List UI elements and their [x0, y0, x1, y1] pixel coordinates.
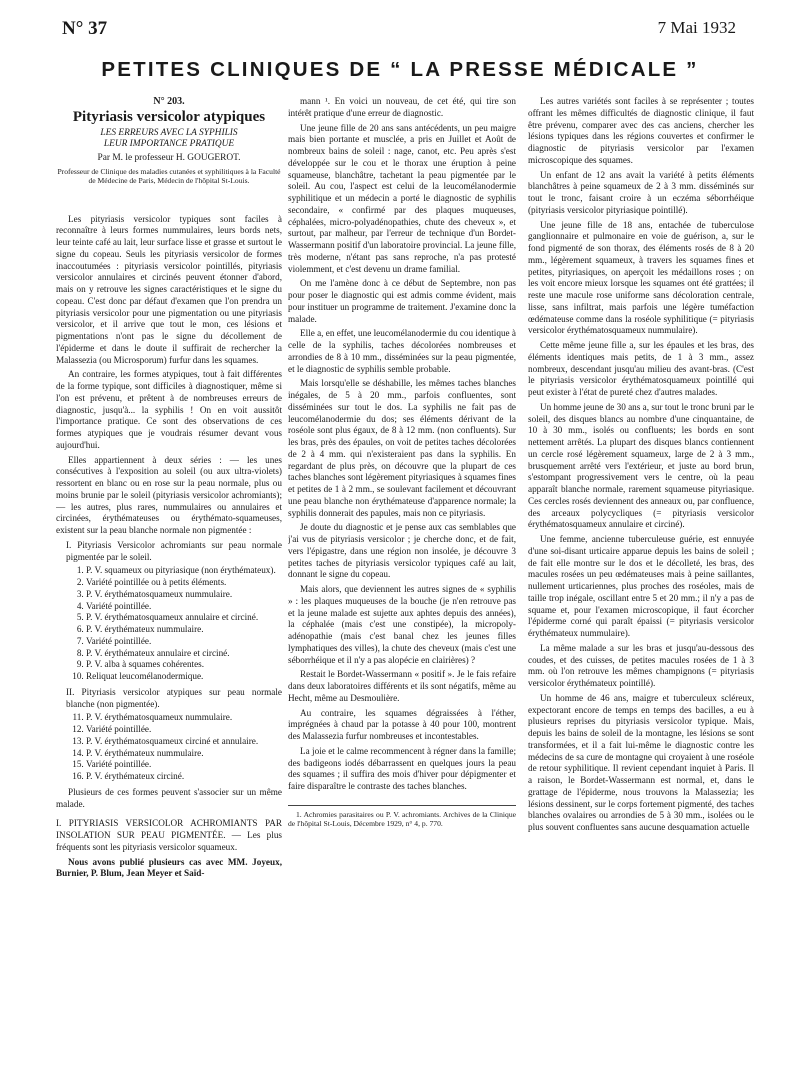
article-title: Pityriasis versicolor atypiques: [72, 108, 266, 125]
body-paragraph: Un enfant de 12 ans avait la variété à petits éléments blanchâtres à peine squameux de 2 à 3 mm. disséminés sur tout le tronc, faisant croire à un eczéma séborrhéique (pityriasis versicolor pityriasique pointillé).: [528, 169, 754, 215]
article-number: N° 203.: [153, 96, 185, 107]
col1-after-list: Plusieurs de ces formes peuvent s'associer sur un même malade.: [56, 786, 282, 809]
group-2-title: II. Pityriasis versicolor atypiques sur peau normale blanche (non pigmentée).: [66, 686, 282, 709]
body-paragraph: Mais lorsqu'elle se déshabille, les mêmes taches blanches inégales, de 5 à 20 mm., parfois confluentes, sont disséminées sur tout le dos. La syphilis ne fait pas de leucomélanodermie du dos; ses éléments dérivant de la roséole sont plus égaux, de 8 à 12 mm. (non confluents). Sur les bras, près des épaules, on voit de petites taches décolorées de 2 à 4 mm. qui n'existeraient pas dans la syphilis. En regardant de plus près, on découvre que la plupart de ces taches blanches sont légèrement pityriasiques à squames fines et petites de 1 à 2 mm., se soulevant facilement et découvrant une peau blanche non érythémateuse d'apparence normale; la syphilis donnerait des papules, mais non ce pityriasis.: [288, 378, 516, 518]
body-paragraph: La même malade a sur les bras et jusqu'au-dessous des coudes, et des cuisses, de petites macules rosées de 1 à 3 mm. où l'on retrouve les mêmes champignons (= pityriasis versicolor érythémateux pointillé).: [528, 642, 754, 688]
body-paragraph: Restait le Bordet-Wassermann « positif ». Je le fais refaire dans deux laboratoires différents et ils sont négatifs, même au Hecht, même au Desmoulière.: [288, 669, 516, 703]
body-paragraph: Les autres variétés sont faciles à se représenter ; toutes offrant les mêmes difficultés de diagnostic clinique, il faut être prévenu, comparer avec des cas anciens, chercher les lésions typiques dans les régions couvertes et confirmer le diagnostic de pityriasis versicolor par l'examen microscopique des squames.: [528, 96, 754, 165]
classification-item: 15. Variété pointillée.: [86, 759, 282, 771]
footnotes: [288, 805, 516, 829]
body-paragraph: mann ¹. En voici un nouveau, de cet été, qui tire son intérêt pratique d'une erreur de diagnostic.: [288, 96, 516, 118]
column-2: [288, 96, 516, 1071]
classification-item: 8. P. V. érythémateux annulaire et circiné.: [86, 648, 282, 660]
col1-last-paragraph: Nous avons publié plusieurs cas avec MM. Joyeux, Burnier, P. Blum, Jean Meyer et Saïd-: [56, 856, 282, 879]
body-paragraph: An contraire, les formes atypiques, tout à fait différentes de la forme typique, sont difficiles à diagnostiquer, même si l'on est prévenu, et prêtent à de nombreuses erreurs de diagnostic, jusqu'à... la syphilis ! On en voit aussitôt l'importance pratique. Ce sont des observations de ces formes atypiques que je voudrais résumer devant vous aujourd'hui.: [56, 369, 282, 450]
issue-date: 7 Mai 1932: [657, 18, 736, 37]
body-paragraph: Une femme, ancienne tuberculeuse guérie, est ennuyée d'une soi-disant urticaire apparue depuis les bains de soleil ; de fait elle montre sur le dos et le décolleté, les bras, des macules rosées un peu œdémateuses mais à peine saillantes, nullement urticariennes, plus proches des roséoles, mais de taille trop inégale, oscillant entre 5 et 20 mm.; il n'y a pas de squame et, pour l'examen microscopique, il faut écorcher l'épiderme corné qui paraît épaissi (= pityriasis versicolor érythémateux nummulaire).: [528, 534, 754, 638]
classification-item: 7. Variété pointillée.: [86, 636, 282, 648]
article-subtitle-1: LES ERREURS AVEC LA SYPHILIS: [100, 127, 238, 138]
footnote-1: 1. Achromies parasitaires ou P. V. achromiants. Archives de la Clinique de l'hôpital St-Louis, Décembre 1929, n° 4, p. 770.: [288, 809, 516, 829]
group-1-list: [56, 565, 282, 683]
body-paragraph: Cette même jeune fille a, sur les épaules et les bras, des éléments identiques mais petits, de 1 à 3 mm., assez nombreux, descendant jusqu'au milieu des avant-bras. (C'est le pityriasis versicolor érythématosquameux pointillé qui peut exister à l'état de pureté chez d'autres malades.: [528, 340, 754, 397]
classification-item: 9. P. V. alba à squames cohérentes.: [86, 659, 282, 671]
classification-item: 2. Variété pointillée ou à petits éléments.: [86, 577, 282, 589]
author-affiliation: Professeur de Clinique des maladies cutanées et syphilitiques à la Faculté de Médecine de Paris, Médecin de l'hôpital St-Louis.: [57, 166, 281, 185]
classification-item: 14. P. V. érythémateux nummulaire.: [86, 748, 282, 760]
issue-number: N° 37: [62, 18, 108, 39]
article-subtitle-2: LEUR IMPORTANCE PRATIQUE: [103, 138, 235, 149]
body-paragraph: Elle a, en effet, une leucomélanodermie du cou identique à celle de la syphilis, taches décolorées nombreuses et arrondies de 8 à 10 mm., disséminées sur la peau pigmentée, et le diagnostic de syphilis semble probable.: [288, 328, 516, 374]
col1-paragraphs: [56, 214, 282, 537]
body-paragraph: On me l'amène donc à ce début de Septembre, non pas pour poser le diagnostic qui est admis comme évident, mais pour instituer un programme de traitement. J'examine donc la malade.: [288, 278, 516, 324]
classification-item: 6. P. V. érythémateux nummulaire.: [86, 624, 282, 636]
body-paragraph: Elles appartiennent à deux séries : — les unes consécutives à l'exposition au soleil (ou aux ultra-violets) ressortent en blanc ou en rose sur la peau normale, plus ou moins brunie par le soleil (pityriasis versicolor achromiants); — les autres, plus rares, nummulaires ou annulaires et circinées, érythémateuses ou érythémato-squameuses, existent sur la peau blanche normale non pigmentée :: [56, 454, 282, 535]
col3-paragraphs: [528, 96, 754, 834]
classification-item: 3. P. V. érythématosquameux nummulaire.: [86, 589, 282, 601]
body-paragraph: Un homme de 46 ans, maigre et tuberculeux scléreux, expectorant encore de temps en temps des bacilles, a eu à plusieurs reprises du pityriasis versicolor typique. Mais, depuis les bains de soleil de la montagne, les lésions se sont transformées, et il a fait lui-même le diagnostic contre les médecins de sa cure de montagne qui croyaient à une roséole de retour syphilitique. Il revient cependant inquiet à Paris. Il a raison, le Bordet-Wassermann est normal, et, dans le grattage de l'épiderme, nous trouvons la Malassezia; les lésions dessinent, sur le corps fortement pigmenté, des taches blanches ovalaires ou arrondies de 5 à 30 mm., isolées ou le plus souvent confluentes sans aucune desquamation actuelle: [528, 692, 754, 832]
classification-item: 4. Variété pointillée.: [86, 601, 282, 613]
classification-item: 1. P. V. squameux ou pityriasique (non érythémateux).: [86, 565, 282, 577]
column-1: [56, 96, 282, 1071]
body-paragraph: Mais alors, que deviennent les autres signes de « syphilis » : les plaques muqueuses de la bouche (je n'en retrouve pas et la jeune malade est sujette aux aphtes depuis des années), la céphalée (mais c'est une constipée), la micropoly-adénopathie (mais c'est banal chez les jeunes filles lymphatiques des villes), la chute des cheveux (mais c'est une séborrhéique et il n'y a pas alopécie en clairières) ?: [288, 584, 516, 665]
group-2-list: [56, 712, 282, 783]
section-1-heading: I. PITYRIASIS VERSICOLOR ACHROMIANTS PAR INSOLATION SUR PEAU PIGMENTÉE. — Les plus fréquents sont les pityriasis versicolor squameux.: [56, 818, 282, 852]
body-paragraph: Une jeune fille de 18 ans, entachée de tuberculose ganglionnaire et pulmonaire en voie de guérison, a, sur le fond pigmenté de son thorax, des éléments rosés de 8 à 20 mm., légèrement squameux, à travers les squames fines et petites, pityriasiques, on aperçoit les médaillons roses ; on les voit encore mieux lorsque les squames ont été grattées; il reste une macule rose uniforme sans décoloration centrale, lisse, sans infiltrat, mais parfois une légère tuméfaction œdémateuse comme dans la roséole syphilitique (= pityriasis versicolor érythématosquameux nummulaire).: [528, 219, 754, 336]
classification-item: 10. Reliquat leucomélanodermique.: [86, 671, 282, 683]
column-3: [528, 96, 754, 1071]
body-paragraph: Au contraire, les squames dégraissées à l'éther, imprégnées à chaud par la potasse à 40 pour 100, montrent des Malassezia furfur nombreuses et incontestables.: [288, 707, 516, 741]
classification-item: 16. P. V. érythémateux circiné.: [86, 771, 282, 783]
body-paragraph: La joie et le calme recommencent à régner dans la famille; des badigeons iodés débarrassent en quelques jours la peau des squames ; il suffira des mois d'hiver pour dépigmenter et faire disparaître le contraste des taches blanches.: [288, 745, 516, 791]
body-paragraph: Un homme jeune de 30 ans a, sur tout le tronc bruni par le soleil, des disques blancs au nombre d'une cinquantaine, de 10 à 30 mm., isolés ou confluents; les bords en sont nettement arrêtés. La plupart des disques blancs contiennent un cercle rosé légèrement squameux, large de 2 à 3 mm., brusquement arrêté vers l'extérieur, et juste au bord brun, s'estompant progressivement vers le centre, où la peau apparaît blanche normale, rarement squameuse pityriasique. Ces cercles rosés deviennent des anneaux ou, par confluence, des arceaux polycycliques (= pityriasis versicolor érythématosquameux annulaire et circiné).: [528, 401, 754, 530]
classification-item: 5. P. V. érythématosquameux annulaire et circiné.: [86, 612, 282, 624]
group-1-title: I. Pityriasis Versicolor achromiants sur peau normale pigmentée par le soleil.: [66, 539, 282, 562]
col2-paragraphs: [288, 96, 516, 793]
body-paragraph: Une jeune fille de 20 ans sans antécédents, un peu maigre mais bien portante et musclée, a pris en Juillet et Août de nombreux bains de soleil : nage, canot, etc. Peu après s'est développée sur le cou et le thorax une éruption à peine squameuse, blanchâtre, tachetant la peau pigmentée par le soleil. Au cou, l'aspect est celui de la leucomélanodermie syphilitique et un médecin a porté le diagnostic de syphilis secondaire, « confirmé par des plaques muqueuses, céphalées, micro-polyadénopathies, chute des cheveux », et surtout, par malheur, par l'erreur de technique d'un Bordet-Wassermann positif d'un laboratoire provincial. La jeune fille, très moderne, n'étant pas sans reproche, n'a pas protesté violemment, et c'est devenu un drame familial.: [288, 122, 516, 274]
section-title: PETITES CLINIQUES DE “ LA PRESSE MÉDICALE ”: [101, 58, 699, 81]
article-author: Par M. le professeur H. GOUGEROT.: [97, 152, 241, 163]
classification-item: 12. Variété pointillée.: [86, 724, 282, 736]
body-paragraph: Je doute du diagnostic et je pense aux cas semblables que j'ai vus de pityriasis versicolor ; je cherche donc, et de fait, vers l'épigastre, dans une région non insolée, je découvre 3 petites taches de pityriasis versicolor typiques café au lait, donnant le signe du copeau.: [288, 522, 516, 580]
classification-item: 13. P. V. érythématosquameux circiné et annulaire.: [86, 736, 282, 748]
body-paragraph: Les pityriasis versicolor typiques sont faciles à reconnaître à leurs formes nummulaires, leurs bords nets, leur teinte café au lait, leur surface lisse et grasse et surtout le signe du copeau. Seuls les pityriasis versicolor de formes inaccoutumées : pityriasis versicolor pointillés, pityriasis versicolor annulaires et circinés peuvent étonner d'abord, mais on y retrouve les signes caractéristiques et le signe du copeau. C'est donc par défaut d'examen que l'on prendra un pityriasis versicolor pour une pigmentation ou une pityriasis versicolor, et il arrive que tout le mon, ces lésions et pigmentations n'ont pas le signe du décollement de l'épiderme et dans le doute il suffirait de rechercher la Malassezia (ou Microsporum) furfur dans les squames.: [56, 213, 282, 365]
classification-item: 11. P. V. érythématosquameux nummulaire.: [86, 712, 282, 724]
